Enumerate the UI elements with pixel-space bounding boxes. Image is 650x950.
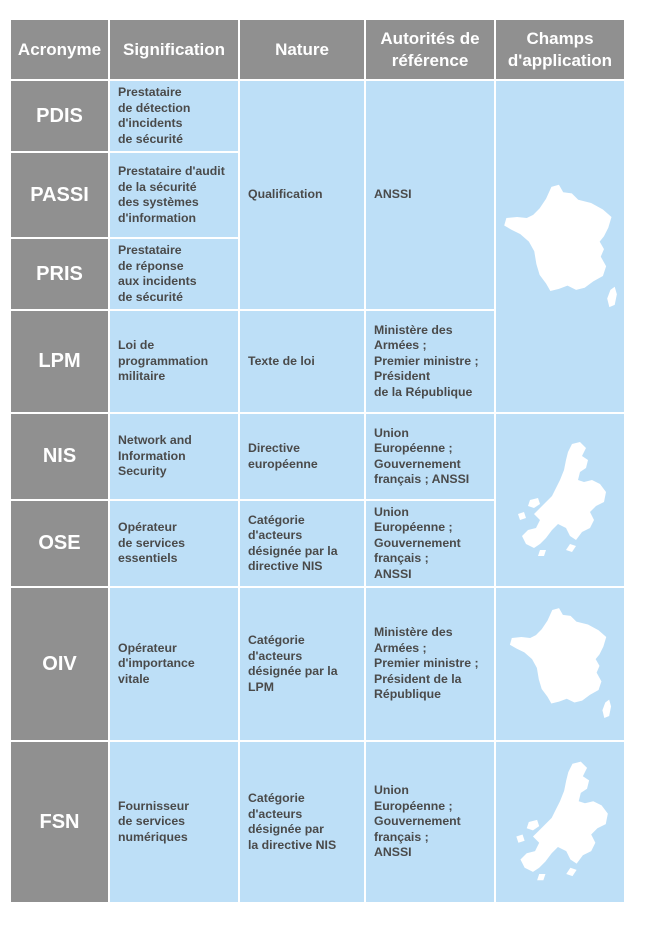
acronym-lpm: LPM — [11, 311, 108, 412]
autorites-ose: Union Européenne ; Gouvernement français ; ANSSI — [366, 501, 494, 586]
header-nature: Nature — [240, 20, 364, 79]
nature-nis: Directive européenne — [240, 414, 364, 499]
champs-france-1 — [496, 81, 624, 412]
header-champs: Champs d'application — [496, 20, 624, 79]
header-signification: Signification — [110, 20, 238, 79]
nature-lpm: Texte de loi — [240, 311, 364, 412]
signification-passi: Prestataire d'audit de la sécurité des systèmes d'information — [110, 153, 238, 237]
acronym-oiv: OIV — [11, 588, 108, 740]
header-autorites: Autorités de référence — [366, 20, 494, 79]
signification-pris: Prestataire de réponse aux incidents de sécurité — [110, 239, 238, 309]
acronym-passi: PASSI — [11, 153, 108, 237]
acronym-fsn: FSN — [11, 742, 108, 902]
champs-france-2 — [496, 588, 624, 740]
france-map-icon — [501, 182, 619, 312]
autorites-qualification: ANSSI — [366, 81, 494, 309]
autorites-oiv: Ministère des Armées ; Premier ministre ; Président de la République — [366, 588, 494, 740]
signification-lpm: Loi de programmation militaire — [110, 311, 238, 412]
signification-ose: Opérateur de services essentiels — [110, 501, 238, 586]
acronym-ose: OSE — [11, 501, 108, 586]
europe-map-icon — [508, 757, 612, 887]
signification-nis: Network and Information Security — [110, 414, 238, 499]
autorites-fsn: Union Européenne ; Gouvernement français ; ANSSI — [366, 742, 494, 902]
europe-map-icon — [510, 437, 610, 563]
nature-qualification: Qualification — [240, 81, 364, 309]
header-acronyme: Acronyme — [11, 20, 108, 79]
nature-fsn: Catégorie d'acteurs désignée par la directive NIS — [240, 742, 364, 902]
acronym-nis: NIS — [11, 414, 108, 499]
signification-fsn: Fournisseur de services numériques — [110, 742, 238, 902]
france-map-icon — [507, 606, 613, 722]
autorites-lpm: Ministère des Armées ; Premier ministre ; Président de la République — [366, 311, 494, 412]
champs-europe-1 — [496, 414, 624, 586]
autorites-nis: Union Européenne ; Gouvernement français ; ANSSI — [366, 414, 494, 499]
signification-oiv: Opérateur d'importance vitale — [110, 588, 238, 740]
nature-ose: Catégorie d'acteurs désignée par la directive NIS — [240, 501, 364, 586]
acronym-pdis: PDIS — [11, 81, 108, 151]
acronym-pris: PRIS — [11, 239, 108, 309]
champs-europe-2 — [496, 742, 624, 902]
signification-pdis: Prestataire de détection d'incidents de sécurité — [110, 81, 238, 151]
nature-oiv: Catégorie d'acteurs désignée par la LPM — [240, 588, 364, 740]
